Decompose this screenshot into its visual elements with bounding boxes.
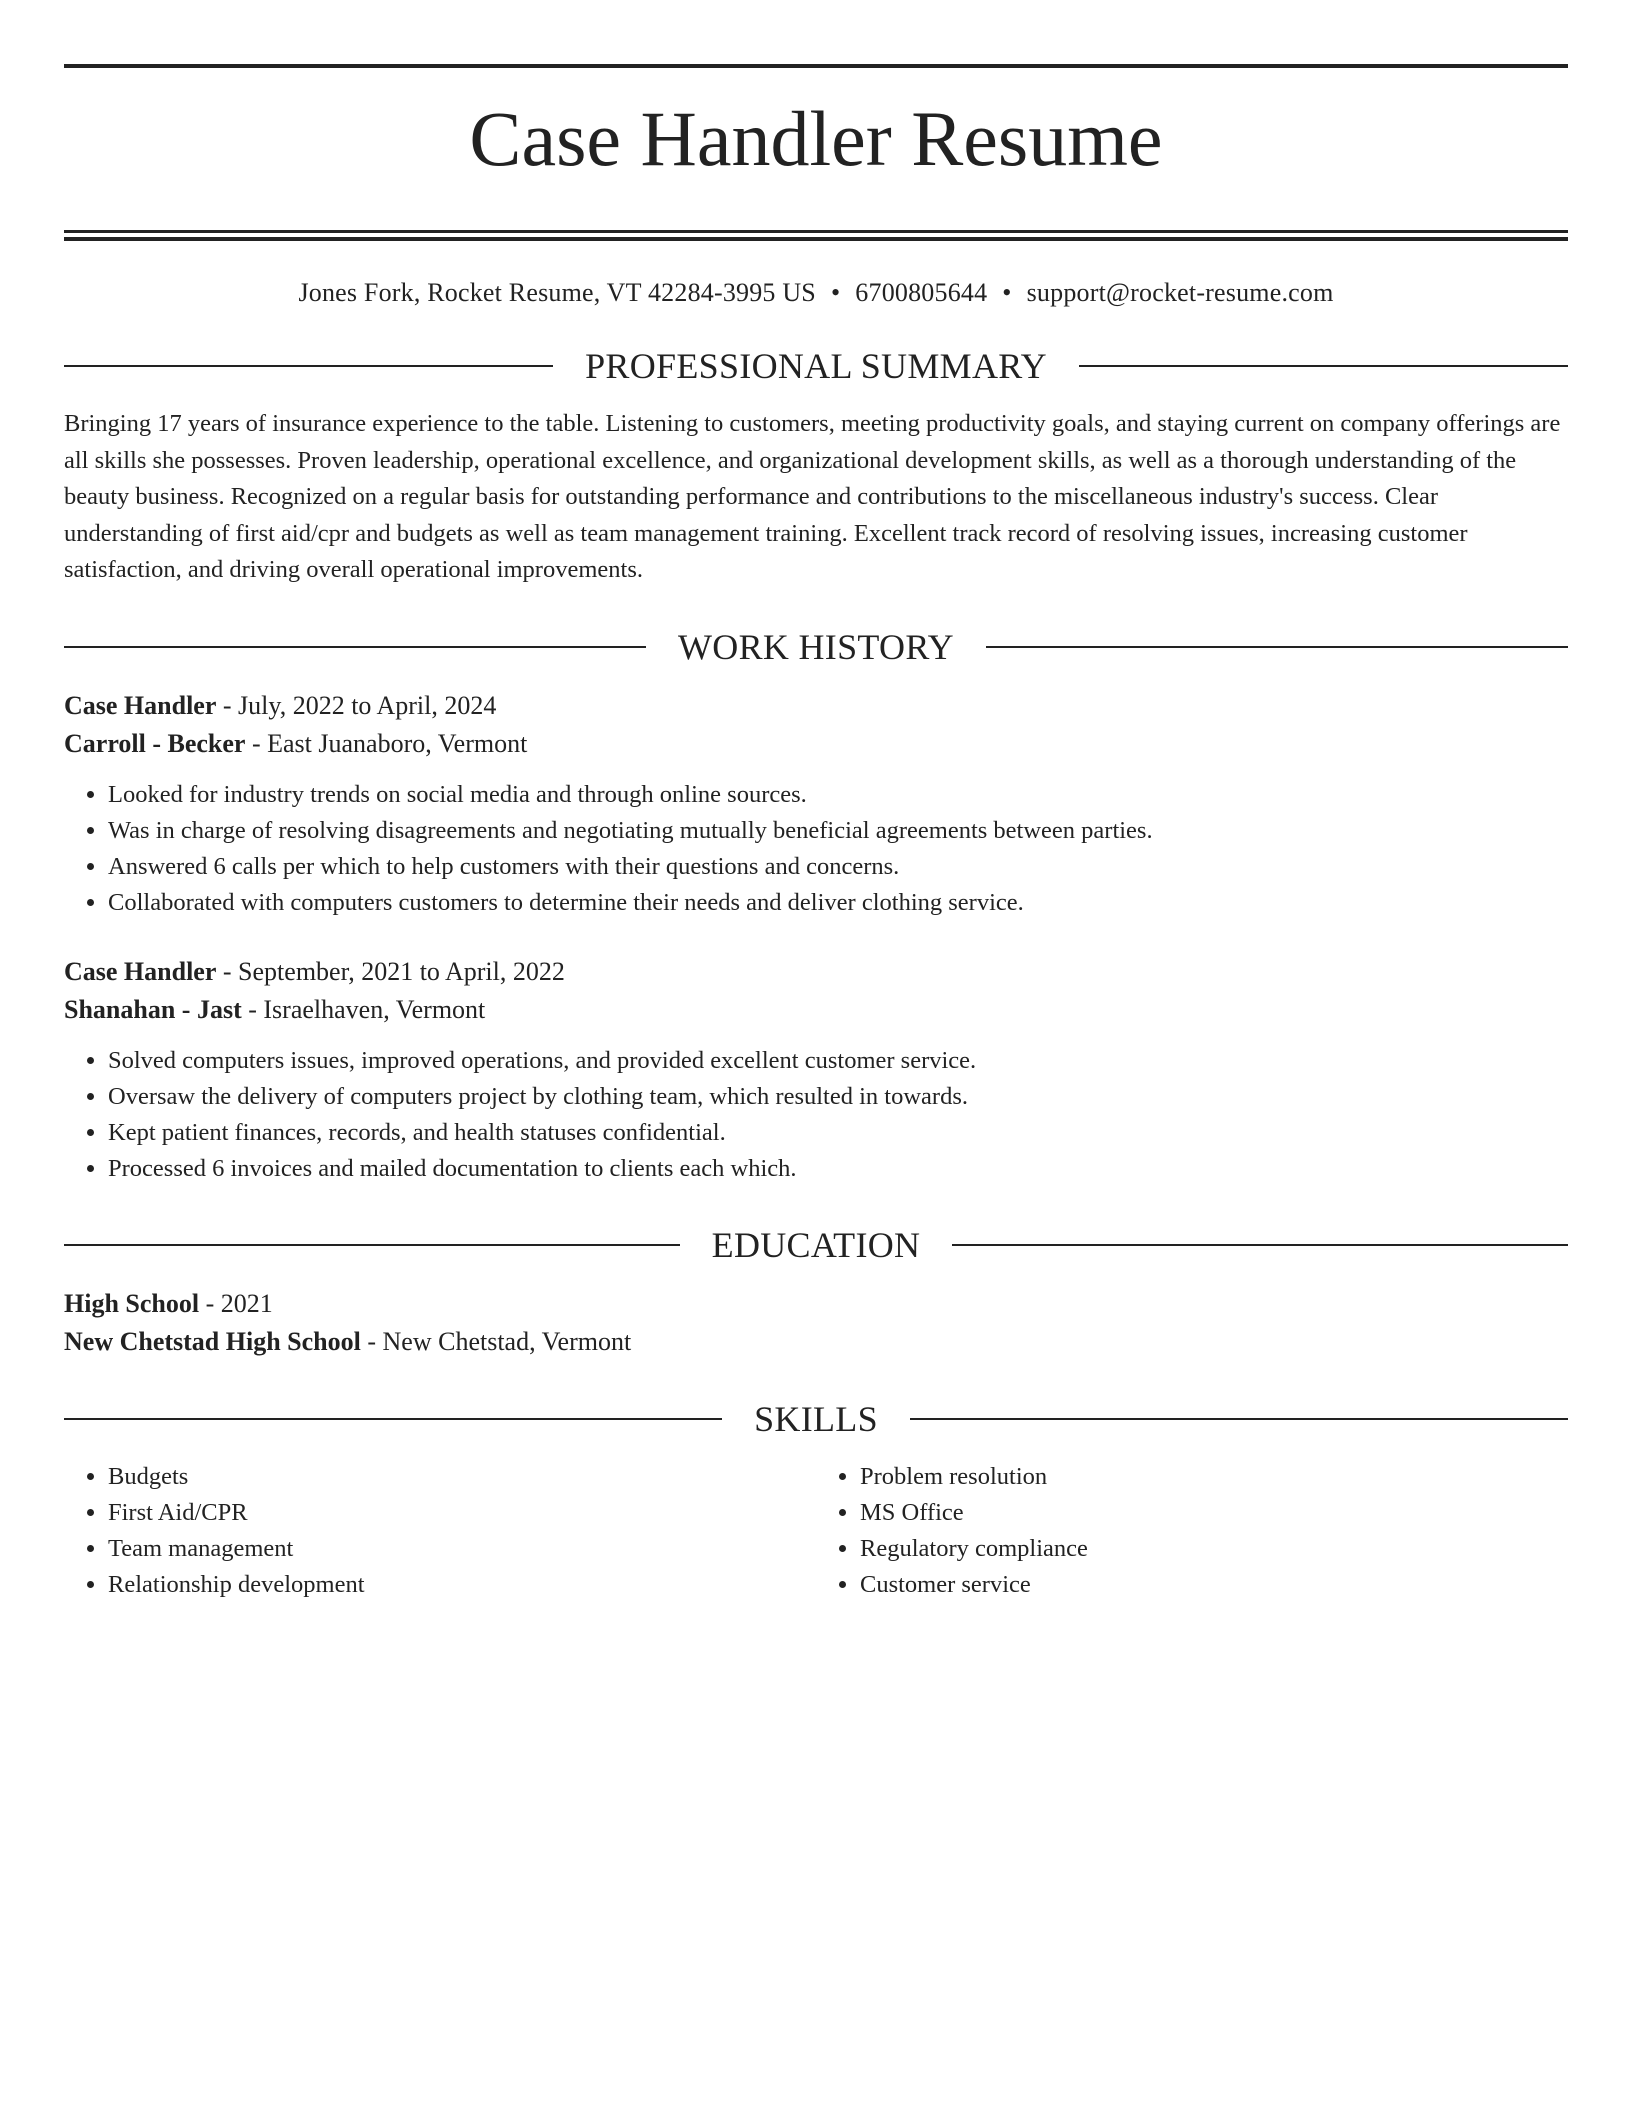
job-location: - East Juanaboro, Vermont [245, 728, 528, 758]
education-location: - New Chetstad, Vermont [360, 1326, 632, 1356]
contact-separator: • [830, 278, 841, 308]
list-item: • Kept patient finances, records, and health statuses confidential. [108, 1115, 1568, 1151]
job-entry [64, 953, 1568, 1187]
heading-rule-left [64, 365, 553, 367]
skill-item: • First Aid/CPR [108, 1495, 816, 1531]
heading-rule-right [986, 646, 1568, 648]
job-title: Case Handler [64, 956, 217, 986]
job-title-line [64, 953, 1568, 991]
contact-email: support@rocket-resume.com [1026, 278, 1334, 308]
summary-paragraph: Bringing 17 years of insurance experience to the table. Listening to customers, meeting productivity goals, and staying current on company offerings are all skills she possesses. Proven leadership, operational excellence, and organizational development skills, as well as a thorough understanding of the beauty business. Recognized on a regular basis for outstanding performance and contributions to the miscellaneous industry's success. Clear understanding of first aid/cpr and budgets as well as team management training. Excellent track record of resolving issues, increasing customer satisfaction, and driving overall operational improvements. [64, 410, 1561, 584]
section-title: SKILLS [754, 1398, 878, 1439]
top-rule [64, 64, 1568, 68]
job-bullets [64, 1043, 1568, 1187]
skills-list-right [816, 1459, 1568, 1603]
job-company: Carroll - Becker [64, 728, 246, 758]
heading-rule-right [952, 1244, 1568, 1246]
skills-columns [64, 1459, 1568, 1603]
skill-item: • Regulatory compliance [860, 1531, 1568, 1567]
skill-item: • Relationship development [108, 1567, 816, 1603]
heading-rule-left [64, 1244, 680, 1246]
education-year: - 2021 [199, 1288, 273, 1318]
education-entry [64, 1285, 1568, 1361]
list-item: • Collaborated with computers customers to determine their needs and deliver clothing service. [108, 885, 1568, 921]
job-title: Case Handler [64, 690, 217, 720]
education-degree: High School [64, 1288, 200, 1318]
heading-rule-right [910, 1418, 1568, 1420]
job-entry [64, 687, 1568, 921]
job-company-line [64, 991, 1568, 1029]
list-item: • Looked for industry trends on social media and through online sources. [108, 777, 1568, 813]
page-title: Case Handler Resume [469, 95, 1163, 182]
education-degree-line [64, 1285, 1568, 1323]
job-bullets [64, 777, 1568, 921]
contact-phone: 6700805644 [855, 278, 988, 308]
job-location: - Israelhaven, Vermont [241, 994, 486, 1024]
section-heading-education [64, 1224, 1568, 1265]
education-school-line [64, 1323, 1568, 1361]
list-item: • Answered 6 calls per which to help customers with their questions and concerns. [108, 849, 1568, 885]
skill-item: • Team management [108, 1531, 816, 1567]
resume-page [64, 64, 1568, 1603]
heading-rule-right [1079, 365, 1568, 367]
contact-line [64, 277, 1568, 308]
heading-rule-left [64, 646, 646, 648]
section-title: WORK HISTORY [678, 626, 954, 667]
section-heading-summary [64, 346, 1568, 387]
education-school: New Chetstad High School [64, 1326, 361, 1356]
list-item: • Processed 6 invoices and mailed documentation to clients each which. [108, 1151, 1568, 1187]
section-heading-skills [64, 1398, 1568, 1439]
job-company-line [64, 725, 1568, 763]
job-title-line [64, 687, 1568, 725]
list-item: • Solved computers issues, improved operations, and provided excellent customer service. [108, 1043, 1568, 1079]
skill-item: • Budgets [108, 1459, 816, 1495]
skill-item: • Problem resolution [860, 1459, 1568, 1495]
list-item: • Was in charge of resolving disagreements and negotiating mutually beneficial agreements between parties. [108, 813, 1568, 849]
contact-separator: • [1002, 278, 1012, 308]
contact-address: Jones Fork, Rocket Resume, VT 42284-3995 US [298, 278, 816, 308]
job-dates: - July, 2022 to April, 2024 [216, 690, 497, 720]
section-heading-work-history [64, 626, 1568, 667]
job-dates: - September, 2021 to April, 2022 [216, 956, 565, 986]
title-double-rule [64, 230, 1568, 241]
heading-rule-left [64, 1418, 722, 1420]
section-title: EDUCATION [711, 1224, 921, 1265]
skill-item: • Customer service [860, 1567, 1568, 1603]
skills-list-left [64, 1459, 816, 1603]
job-company: Shanahan - Jast [64, 994, 242, 1024]
section-title: PROFESSIONAL SUMMARY [585, 346, 1047, 387]
skill-item: • MS Office [860, 1495, 1568, 1531]
list-item: • Oversaw the delivery of computers project by clothing team, which resulted in towards. [108, 1079, 1568, 1115]
